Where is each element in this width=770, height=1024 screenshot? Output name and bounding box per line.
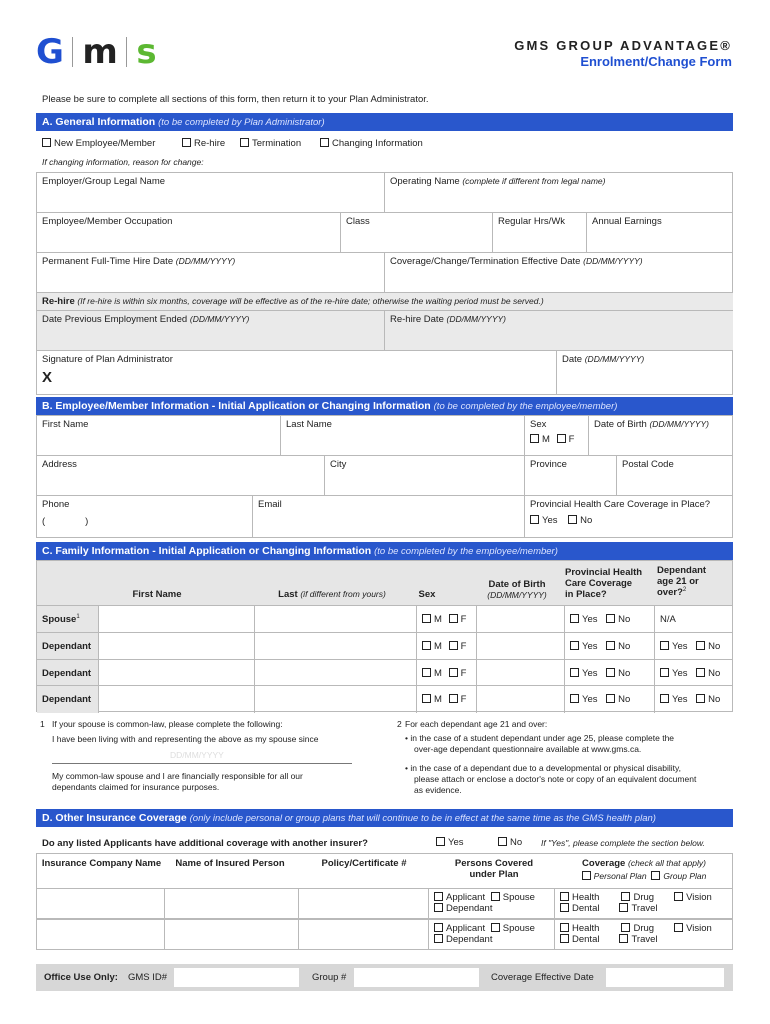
other-insurance-table: [36, 853, 733, 950]
coverage-field[interactable]: Health Drug Vision Dental Travel: [555, 888, 733, 919]
email-field[interactable]: Email: [253, 496, 525, 538]
checkbox[interactable]: [42, 138, 51, 147]
family-phc-field[interactable]: Yes No: [565, 606, 655, 633]
other-insurance-question: Do any listed Applicants have additional coverage with another insurer?: [42, 838, 368, 849]
checkbox[interactable]: [530, 434, 539, 443]
persons-covered-field[interactable]: Applicant Spouse Dependant: [429, 919, 555, 950]
logo-s: s: [136, 32, 156, 72]
checkbox[interactable]: [606, 694, 615, 703]
group-input[interactable]: [354, 968, 479, 987]
checkbox[interactable]: [449, 641, 458, 650]
family-first-name-input[interactable]: [99, 686, 255, 713]
family-sex-field[interactable]: M F: [417, 606, 477, 633]
office-use-bar: [36, 964, 733, 991]
col-phc: Provincial Health Care Coverage in Place?: [565, 567, 643, 600]
dob-field[interactable]: Date of Birth (DD/MM/YYYY): [589, 416, 733, 456]
family-sex-field[interactable]: M F: [417, 686, 477, 713]
phc-field[interactable]: Provincial Health Care Coverage in Place? Yes No: [530, 499, 711, 526]
checkbox[interactable]: [560, 892, 569, 901]
group-label: Group #: [312, 972, 347, 983]
opt-rehire[interactable]: Re-hire: [182, 138, 225, 149]
postal-code-field[interactable]: Postal Code: [617, 456, 733, 496]
family-dob-input[interactable]: [477, 660, 565, 687]
checkbox[interactable]: [674, 892, 683, 901]
employer-legal-name-field[interactable]: Employer/Group Legal Name: [37, 173, 385, 213]
checkbox[interactable]: [449, 614, 458, 623]
checkbox[interactable]: [674, 923, 683, 932]
checkbox[interactable]: [491, 892, 500, 901]
fn2-a: For each dependant age 21 and over:: [405, 719, 548, 729]
coverage-effective-label: Coverage Effective Date: [491, 972, 594, 983]
coverage-field[interactable]: Health Drug Vision Dental Travel: [555, 919, 733, 950]
col-first-name: First Name: [132, 589, 182, 600]
checkbox[interactable]: [560, 934, 569, 943]
fn1-date-line[interactable]: [52, 763, 352, 764]
opt-new-employee[interactable]: New Employee/Member: [42, 138, 155, 149]
family-dep21-field[interactable]: Yes No: [655, 660, 733, 687]
signature-x: X: [42, 369, 53, 386]
checkbox[interactable]: [434, 892, 443, 901]
section-a-header: A. General Information (to be completed by Plan Administrator): [36, 113, 733, 131]
insured-person-input[interactable]: [165, 888, 299, 919]
coverage-effective-date-field[interactable]: Coverage/Change/Termination Effective Date (DD/MM/YYYY): [385, 253, 733, 293]
checkbox[interactable]: [436, 837, 445, 846]
fn1-d: dependants claimed for insurance purposes.: [52, 782, 220, 792]
row-label-text: Dependant: [42, 640, 92, 652]
family-dob-input[interactable]: [477, 686, 565, 713]
fn1-b: I have been living with and representing the above as my spouse since: [52, 734, 319, 744]
col-coverage: Coverage (check all that apply) Personal Plan Group Plan: [582, 858, 707, 881]
checkbox[interactable]: [606, 614, 615, 623]
family-first-name-input[interactable]: [99, 606, 255, 633]
family-row-label: [37, 606, 99, 633]
checkbox[interactable]: [434, 903, 443, 912]
checkbox[interactable]: [570, 614, 579, 623]
other-insurance-yes[interactable]: Yes: [436, 837, 464, 848]
checkbox[interactable]: [660, 641, 669, 650]
prev-employment-ended-field[interactable]: Date Previous Employment Ended (DD/MM/YYYY): [37, 311, 385, 351]
family-sex-field[interactable]: M F: [417, 633, 477, 660]
section-b-header: B. Employee/Member Information - Initial Application or Changing Information (to be completed by the employee/member): [36, 397, 733, 415]
checkbox[interactable]: [619, 934, 628, 943]
section-a-grid: [36, 172, 733, 395]
signature-date-field[interactable]: Date (DD/MM/YYYY): [562, 354, 645, 365]
checkbox[interactable]: [696, 641, 705, 650]
insurance-company-input[interactable]: [37, 888, 165, 919]
checkbox[interactable]: [696, 694, 705, 703]
family-dob-input[interactable]: [477, 633, 565, 660]
col-sex: Sex: [418, 589, 436, 600]
city-field[interactable]: City: [325, 456, 525, 496]
checkbox[interactable]: [621, 923, 630, 932]
checkbox[interactable]: [498, 837, 507, 846]
checkbox[interactable]: [660, 668, 669, 677]
address-field[interactable]: Address: [37, 456, 325, 496]
annual-earnings-field[interactable]: Annual Earnings: [587, 213, 733, 253]
rehire-date-field[interactable]: Re-hire Date (DD/MM/YYYY): [385, 311, 733, 351]
section-b-grid: [36, 415, 733, 538]
if-yes-note: If "Yes", please complete the section below.: [541, 838, 705, 848]
checkbox[interactable]: [491, 923, 500, 932]
family-last-name-input[interactable]: [255, 633, 417, 660]
sex-field[interactable]: Sex M F: [525, 416, 589, 456]
family-phc-field[interactable]: Yes No: [565, 686, 655, 713]
class-field[interactable]: Class: [341, 213, 493, 253]
checkbox[interactable]: [449, 694, 458, 703]
col-insured: Name of Insured Person: [175, 858, 285, 869]
checkbox[interactable]: [422, 668, 431, 677]
section-c-header: C. Family Information - Initial Application or Changing Information (to be completed by the employee/member): [36, 542, 733, 560]
rehire-note: Re-hire (If re-hire is within six months, coverage will be effective as of the re-hire date; otherwise the waiting period must be served.): [37, 293, 733, 311]
row-label-sup: 1: [76, 614, 80, 620]
signature-field[interactable]: Signature of Plan Administrator X: [37, 351, 557, 395]
policy-number-input[interactable]: [299, 919, 429, 950]
opt-termination[interactable]: Termination: [240, 138, 301, 149]
checkbox[interactable]: [557, 434, 566, 443]
checkbox[interactable]: [320, 138, 329, 147]
last-name-field[interactable]: Last Name: [281, 416, 525, 456]
office-use-label: Office Use Only:: [44, 972, 118, 983]
checkbox[interactable]: [582, 871, 591, 880]
gms-id-label: GMS ID#: [128, 972, 168, 983]
phone-field[interactable]: Phone ( ): [37, 496, 253, 538]
checkbox[interactable]: [422, 641, 431, 650]
family-row-label: [37, 660, 99, 687]
operating-name-field[interactable]: Operating Name (complete if different from legal name): [385, 173, 733, 213]
fn1-c: My common-law spouse and I are financially responsible for all our: [52, 771, 303, 781]
checkbox[interactable]: [651, 871, 660, 880]
family-dep21-field[interactable]: Yes No: [655, 686, 733, 713]
checkbox[interactable]: [570, 668, 579, 677]
fn1-num: 1: [40, 719, 45, 729]
other-insurance-no[interactable]: No: [498, 837, 522, 848]
logo-m: m: [82, 32, 117, 72]
family-dep21-field: [655, 606, 733, 633]
regular-hrs-field[interactable]: Regular Hrs/Wk: [493, 213, 587, 253]
reason-label: If changing information, reason for change:: [42, 157, 204, 167]
family-last-name-input[interactable]: [255, 686, 417, 713]
family-row-label: [37, 686, 99, 713]
checkbox[interactable]: [449, 668, 458, 677]
checkbox[interactable]: [530, 515, 539, 524]
first-name-field[interactable]: First Name: [37, 416, 281, 456]
checkbox[interactable]: [182, 138, 191, 147]
family-row-label: [37, 633, 99, 660]
checkbox[interactable]: [240, 138, 249, 147]
checkbox[interactable]: [660, 694, 669, 703]
checkbox[interactable]: [570, 694, 579, 703]
section-d-header: D. Other Insurance Coverage (only include personal or group plans that will continue to be in effect at the same time as the GMS health plan): [36, 809, 733, 827]
form-title: Enrolment/Change Form: [580, 54, 732, 69]
logo-g: G: [36, 32, 63, 72]
checkbox[interactable]: [560, 903, 569, 912]
policy-number-input[interactable]: [299, 888, 429, 919]
checkbox[interactable]: [422, 694, 431, 703]
row-label-text: Spouse: [42, 614, 77, 626]
family-last-name-input[interactable]: [255, 606, 417, 633]
family-sex-field[interactable]: M F: [417, 660, 477, 687]
persons-covered-field[interactable]: Applicant Spouse Dependant: [429, 888, 555, 919]
gms-id-input[interactable]: [174, 968, 299, 987]
fn2-c2: please attach or enclose a doctor's note or copy of an equivalent document: [414, 774, 697, 784]
checkbox[interactable]: [619, 903, 628, 912]
checkbox[interactable]: [606, 668, 615, 677]
family-first-name-input[interactable]: [99, 633, 255, 660]
col-policy: Policy/Certificate #: [321, 858, 407, 869]
occupation-field[interactable]: Employee/Member Occupation: [37, 213, 341, 253]
fn2-bullet2: • in the case of a dependant due to a developmental or physical disability,: [405, 763, 681, 773]
checkbox[interactable]: [434, 934, 443, 943]
opt-changing-info[interactable]: Changing Information: [320, 138, 423, 149]
gms-logo: [36, 34, 156, 70]
checkbox[interactable]: [568, 515, 577, 524]
hire-date-field[interactable]: Permanent Full-Time Hire Date (DD/MM/YYYY): [37, 253, 385, 293]
checkbox[interactable]: [570, 641, 579, 650]
section-c-table-header: [36, 560, 733, 605]
checkbox[interactable]: [621, 892, 630, 901]
col-company: Insurance Company Name: [41, 858, 162, 869]
family-phc-field[interactable]: Yes No: [565, 660, 655, 687]
family-first-name-input[interactable]: [99, 660, 255, 687]
fn1-date-placeholder: DD/MM/YYYY: [170, 750, 224, 760]
na-text: N/A: [660, 614, 676, 625]
checkbox[interactable]: [606, 641, 615, 650]
intro-text: Please be sure to complete all sections of this form, then return it to your Plan Administrator.: [42, 94, 429, 105]
fn1-a: If your spouse is common-law, please complete the following:: [52, 719, 283, 729]
family-dob-input[interactable]: [477, 606, 565, 633]
family-last-name-input[interactable]: [255, 660, 417, 687]
checkbox[interactable]: [434, 923, 443, 932]
fn2-bullet1: • in the case of a student dependant under age 25, please complete the: [405, 733, 675, 743]
fn2-num: 2: [397, 719, 402, 729]
brand-name: GMS GROUP ADVANTAGE®: [514, 38, 732, 53]
checkbox[interactable]: [560, 923, 569, 932]
fn2-c3: as evidence.: [414, 785, 462, 795]
col-dependant-21: Dependant age 21 or over?$^2$: [657, 565, 707, 599]
insurance-company-input[interactable]: [37, 919, 165, 950]
row-label-text: Dependant: [42, 667, 92, 679]
province-field[interactable]: Province: [525, 456, 617, 496]
family-phc-field[interactable]: Yes No: [565, 633, 655, 660]
col-persons: Persons Covered under Plan: [454, 858, 534, 880]
fn2-b2: over-age dependant questionnaire available at www.gms.ca.: [414, 744, 642, 754]
col-dob: Date of Birth (DD/MM/YYYY): [487, 579, 547, 600]
checkbox[interactable]: [422, 614, 431, 623]
insured-person-input[interactable]: [165, 919, 299, 950]
checkbox[interactable]: [696, 668, 705, 677]
row-label-text: Dependant: [42, 694, 92, 706]
family-dep21-field[interactable]: Yes No: [655, 633, 733, 660]
coverage-effective-input[interactable]: [606, 968, 724, 987]
col-last-name: Last (if different from yours): [278, 589, 386, 600]
family-table: [36, 605, 733, 712]
